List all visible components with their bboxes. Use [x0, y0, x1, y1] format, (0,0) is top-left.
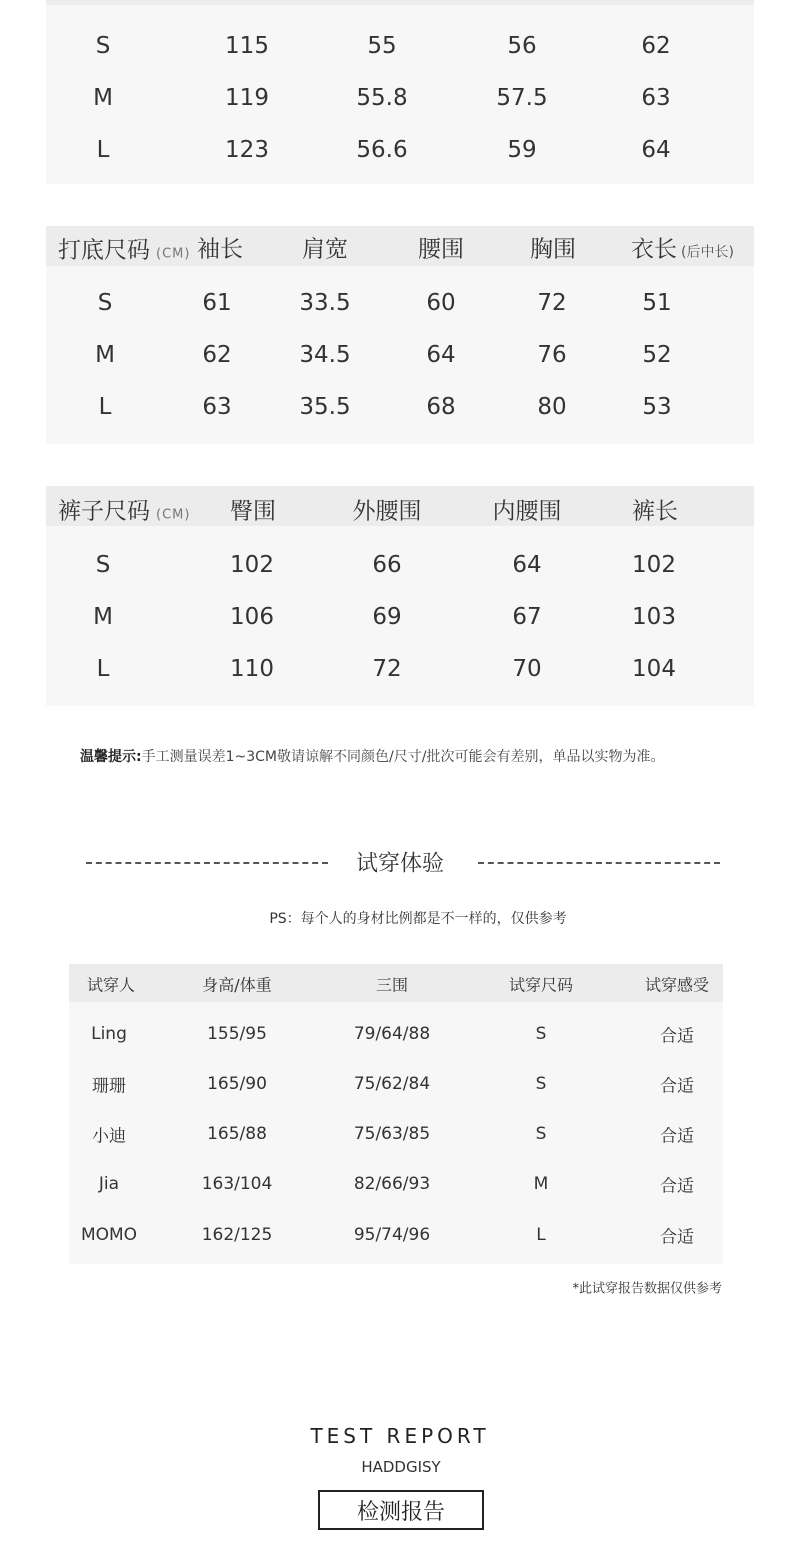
column-header: 三围 [375, 975, 409, 995]
column-header: 裤长 [632, 498, 678, 525]
table-cell: 72 [537, 290, 567, 316]
table-cell: 75/63/85 [353, 1124, 431, 1144]
column-header: 袖长 [197, 236, 243, 263]
table-cell: 合适 [660, 1076, 694, 1097]
table-cell: 115 [225, 33, 269, 59]
table-cell: 合适 [660, 1176, 694, 1197]
table-cell: 52 [642, 342, 672, 368]
table-cell: 76 [537, 342, 567, 368]
table-cell: 163/104 [201, 1174, 273, 1194]
table-cell: 75/62/84 [353, 1074, 431, 1094]
table-cell: 119 [225, 85, 269, 111]
table-cell: 102 [632, 552, 676, 578]
table-cell: 102 [230, 552, 274, 578]
trial-note: *此试穿报告数据仅供参考 [572, 1281, 722, 1297]
table-cell: 79/64/88 [353, 1024, 431, 1044]
row-label: L [96, 137, 110, 163]
table-cell: 56 [507, 33, 537, 59]
table-cell: 162/125 [201, 1225, 273, 1245]
table-cell: 95/74/96 [353, 1225, 431, 1245]
column-header: 试穿感受 [644, 975, 710, 995]
table-cell: 64 [641, 137, 671, 163]
table-header [46, 486, 754, 526]
column-header: 试穿人 [86, 975, 136, 995]
table-cell: 104 [632, 656, 676, 682]
table-cell: 35.5 [299, 394, 351, 420]
column-header: 内腰围 [492, 498, 562, 525]
row-label: 小迪 [92, 1126, 126, 1147]
brand-name: HADDGISY [361, 1458, 441, 1476]
table-cell: 63 [641, 85, 671, 111]
table-cell: 合适 [660, 1026, 694, 1047]
column-header: 衣长 (后中长) [631, 236, 734, 263]
row-label: Ling [91, 1024, 127, 1044]
table-cell: 106 [230, 604, 274, 630]
table-cell: 123 [225, 137, 269, 163]
measurement-tip: 温馨提示:手工测量误差1~3CM敬请谅解不同颜色/尺寸/批次可能会有差别，单品以实物为准。 [80, 749, 665, 765]
row-label: M [93, 604, 113, 630]
divider-right [478, 862, 720, 864]
column-header: 臀围 [230, 498, 276, 525]
divider-left [86, 862, 328, 864]
table-label: 打底尺码 (CM) [58, 237, 191, 264]
table-cell: S [535, 1024, 547, 1044]
table-cell: 63 [202, 394, 232, 420]
table-header [69, 964, 723, 1002]
table-cell: 64 [426, 342, 456, 368]
row-label: S [97, 290, 113, 316]
table-cell: 61 [202, 290, 232, 316]
table-cell: 82/66/93 [353, 1174, 431, 1194]
column-header: 肩宽 [302, 236, 348, 263]
table-cell: 67 [512, 604, 542, 630]
row-label: M [95, 342, 115, 368]
table-cell: 56.6 [356, 137, 408, 163]
table-cell: L [536, 1225, 546, 1245]
table-cell: S [535, 1074, 547, 1094]
table-cell: 155/95 [207, 1024, 267, 1044]
table-cell: 62 [641, 33, 671, 59]
table-header [46, 226, 754, 266]
column-header: 胸围 [530, 236, 576, 263]
column-header: 身高/体重 [202, 975, 272, 995]
row-label: Jia [98, 1174, 120, 1194]
table-cell: 合适 [660, 1227, 694, 1248]
table-label: 裤子尺码 (CM) [58, 498, 191, 525]
report-title: TEST REPORT [310, 1424, 490, 1448]
row-label: 珊珊 [92, 1076, 126, 1097]
test-report-button[interactable]: 检测报告 [318, 1490, 484, 1530]
section-title: 试穿体验 [355, 851, 445, 877]
table-cell: 60 [426, 290, 456, 316]
table-cell: 64 [512, 552, 542, 578]
base-layer-size-table [46, 226, 754, 444]
table-cell: 66 [372, 552, 402, 578]
ps-note: PS：每个人的身材比例都是不一样的，仅供参考 [269, 911, 567, 927]
trial-table [69, 964, 723, 1264]
table-cell: 103 [632, 604, 676, 630]
table-cell: 68 [426, 394, 456, 420]
table-cell: 59 [507, 137, 537, 163]
table-cell: 51 [642, 290, 672, 316]
table-cell: 69 [372, 604, 402, 630]
size-table-top [46, 0, 754, 184]
column-header: 腰围 [418, 236, 464, 263]
table-cell: 55.8 [356, 85, 408, 111]
column-header: 试穿尺码 [508, 975, 574, 995]
table-cell: 合适 [660, 1126, 694, 1147]
table-cell: 110 [230, 656, 274, 682]
table-cell: 80 [537, 394, 567, 420]
row-label: L [98, 394, 112, 420]
row-label: MOMO [80, 1225, 138, 1245]
table-cell: 70 [512, 656, 542, 682]
table-header [46, 0, 754, 5]
table-cell: 57.5 [496, 85, 548, 111]
table-cell: 62 [202, 342, 232, 368]
table-cell: 34.5 [299, 342, 351, 368]
table-cell: 55 [367, 33, 397, 59]
table-cell: 33.5 [299, 290, 351, 316]
row-label: S [95, 33, 111, 59]
table-cell: 53 [642, 394, 672, 420]
table-cell: S [535, 1124, 547, 1144]
table-cell: 165/88 [207, 1124, 267, 1144]
column-header: 外腰围 [352, 498, 422, 525]
table-cell: 72 [372, 656, 402, 682]
table-cell: M [533, 1174, 549, 1194]
row-label: L [96, 656, 110, 682]
row-label: S [95, 552, 111, 578]
table-cell: 165/90 [207, 1074, 267, 1094]
pants-size-table [46, 486, 754, 706]
row-label: M [93, 85, 113, 111]
